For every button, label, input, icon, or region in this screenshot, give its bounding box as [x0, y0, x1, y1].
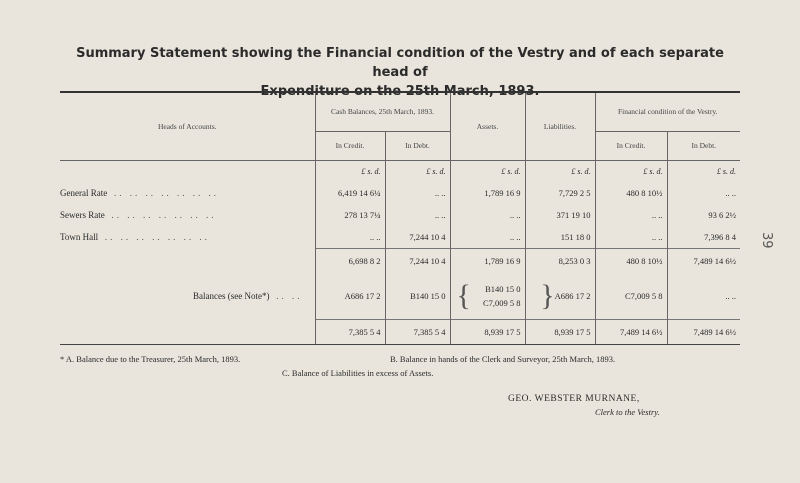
- subtotal-fc-credit: 480 8 10½: [595, 249, 667, 274]
- cash-credit-cell: 278 13 7¼: [315, 204, 385, 226]
- unit-label: £ s. d.: [315, 160, 385, 182]
- total-row: [60, 319, 740, 344]
- table-row: [60, 226, 740, 249]
- footnote-c: C. Balance of Liabilities in excess of Assets.: [282, 368, 434, 378]
- leader-dots: .. ..: [276, 291, 303, 301]
- assets-cell: .. ..: [450, 204, 525, 226]
- subtotal-cash-credit: 6,698 8 2: [315, 249, 385, 274]
- total-assets: 8,939 17 5: [450, 319, 525, 344]
- total-cash-credit: 7,385 5 4: [315, 319, 385, 344]
- assets-cell: .. ..: [450, 226, 525, 249]
- title-line-1: Summary Statement showing the Financial condition of the Vestry and of each separate head of: [76, 46, 724, 80]
- cash-debt-cell: 7,244 10 4: [385, 226, 450, 249]
- total-cash-debt: 7,385 5 4: [385, 319, 450, 344]
- fc-debt-cell: .. ..: [667, 182, 740, 204]
- leader-dots: .. .. .. .. .. .. ..: [104, 232, 210, 243]
- cash-debt-cell: .. ..: [385, 204, 450, 226]
- total-fc-credit: 7,489 14 6½: [595, 319, 667, 344]
- row-label: General Rate: [60, 188, 108, 198]
- subtotal-row: [60, 249, 740, 274]
- financial-summary-table: [60, 91, 740, 345]
- signature-title: Clerk to the Vestry.: [595, 407, 660, 417]
- row-label: Town Hall: [60, 232, 99, 243]
- unit-label: £ s. d.: [450, 160, 525, 182]
- subtotal-assets: 1,789 16 9: [450, 249, 525, 274]
- header-cash-in-credit: In Credit.: [315, 131, 385, 160]
- footnote-b: B. Balance in hands of the Clerk and Surveyor, 25th March, 1893.: [390, 354, 616, 364]
- footnote-a: * A. Balance due to the Treasurer, 25th March, 1893.: [60, 354, 241, 364]
- title-line-2: Expenditure on the 25th March, 1893.: [260, 84, 540, 99]
- balance-assets-line-2: C7,009 5 8: [482, 297, 521, 308]
- subtotal-cash-debt: 7,244 10 4: [385, 249, 450, 274]
- left-brace-icon: {: [456, 278, 471, 312]
- table-row: [60, 204, 740, 226]
- total-fc-debt: 7,489 14 6½: [667, 319, 740, 344]
- balance-cash-debt: B140 15 0: [385, 273, 450, 319]
- fc-debt-cell: 7,396 8 4: [667, 226, 740, 249]
- balance-fc-credit: C7,009 5 8: [595, 273, 667, 319]
- header-assets: Assets.: [450, 93, 525, 160]
- leader-dots: .. .. .. .. .. .. ..: [111, 210, 217, 220]
- header-heads-of-accounts: Heads of Accounts.: [60, 93, 315, 160]
- cash-credit-cell: 6,419 14 6¼: [315, 182, 385, 204]
- leader-dots: .. .. .. .. .. .. ..: [113, 188, 219, 198]
- cash-credit-cell: .. ..: [315, 226, 385, 249]
- unit-label: £ s. d.: [525, 160, 595, 182]
- unit-label: £ s. d.: [667, 160, 740, 182]
- balance-assets: [450, 273, 525, 319]
- liabilities-cell: 151 18 0: [525, 226, 595, 249]
- table-row: [60, 182, 740, 204]
- fc-debt-cell: 93 6 2½: [667, 204, 740, 226]
- balance-cash-credit: A686 17 2: [315, 273, 385, 319]
- balance-fc-debt: .. ..: [667, 273, 740, 319]
- unit-label: £ s. d.: [385, 160, 450, 182]
- balance-liabilities: [525, 273, 595, 319]
- liabilities-cell: 371 19 10: [525, 204, 595, 226]
- signature-name: GEO. WEBSTER MURNANE,: [508, 394, 640, 404]
- subtotal-liabilities: 8,253 0 3: [525, 249, 595, 274]
- header-fc-in-credit: In Credit.: [595, 131, 667, 160]
- liabilities-cell: 7,729 2 5: [525, 182, 595, 204]
- header-cash-balances: Cash Balances, 25th March, 1893.: [315, 93, 450, 131]
- row-label: Sewers Rate: [60, 210, 105, 220]
- balance-assets-line-1: B140 15 0: [485, 283, 521, 294]
- cash-debt-cell: .. ..: [385, 182, 450, 204]
- assets-cell: 1,789 16 9: [450, 182, 525, 204]
- fc-credit-cell: .. ..: [595, 204, 667, 226]
- header-fc-in-debt: In Debt.: [667, 131, 740, 160]
- fc-credit-cell: .. ..: [595, 226, 667, 249]
- header-financial-condition: Financial condition of the Vestry.: [595, 93, 740, 131]
- balance-liabilities-value: A686 17 2: [554, 290, 591, 301]
- fc-credit-cell: 480 8 10½: [595, 182, 667, 204]
- balances-row: [60, 273, 740, 319]
- balances-label: Balances (see Note*): [193, 291, 270, 301]
- unit-label: £ s. d.: [595, 160, 667, 182]
- header-liabilities: Liabilities.: [525, 93, 595, 160]
- subtotal-fc-debt: 7,489 14 6½: [667, 249, 740, 274]
- header-cash-in-debt: In Debt.: [385, 131, 450, 160]
- right-brace-icon: }: [540, 278, 555, 312]
- page-number: 39: [759, 232, 774, 249]
- total-liabilities: 8,939 17 5: [525, 319, 595, 344]
